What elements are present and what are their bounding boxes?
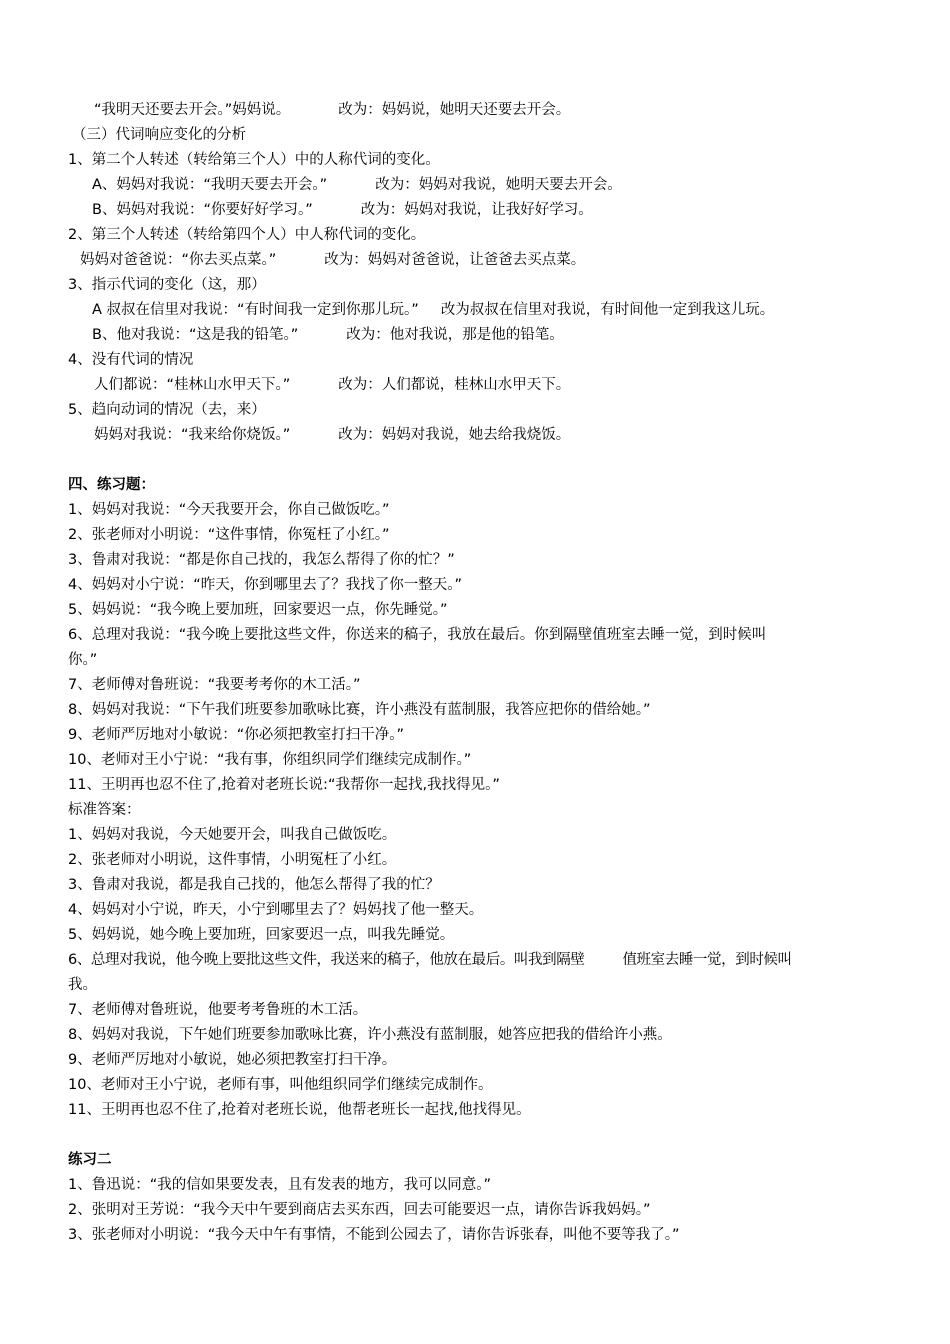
example-original: A、妈妈对我说：“我明天要去开会。” <box>92 177 328 193</box>
example-line <box>94 425 570 445</box>
example-converted: 改为：妈妈对我说，她明天要去开会。 <box>375 177 622 193</box>
example-converted: 改为：他对我说，那是他的铅笔。 <box>346 327 564 343</box>
rule-line: 5、趋向动词的情况（去，来） <box>68 402 266 418</box>
exercises-heading: 四、练习题： <box>68 477 155 493</box>
example-original: 妈妈对我说：“我来给你烧饭。” <box>94 427 291 443</box>
example-original: B、他对我说：“这是我的铅笔。” <box>92 327 299 343</box>
answer-item-continued: 我。 <box>68 977 97 993</box>
section-heading: （三）代词响应变化的分析 <box>72 127 246 143</box>
exercise-item: 2、张老师对小明说：“这件事情，你冤枉了小红。” <box>68 527 390 543</box>
answer-item-part: 值班室去睡一觉，到时候叫 <box>622 952 792 968</box>
rule-line: 1、第二个人转述（转给第三个人）中的人称代词的变化。 <box>68 152 440 168</box>
example-original: “我明天还要去开会。”妈妈说。 <box>94 102 291 118</box>
practice2-item: 1、鲁迅说：“我的信如果要发表，且有发表的地方，我可以同意。” <box>68 1177 491 1193</box>
example-line <box>92 300 774 320</box>
answer-item-part: 6、总理对我说，他今晚上要批这些文件，我送来的稿子，他放在最后。叫我到隔壁 <box>68 952 585 968</box>
exercise-item: 6、总理对我说：“我今晚上要批这些文件，你送来的稿子，我放在最后。你到隔壁值班室去睡一觉，到时候叫 <box>68 627 767 643</box>
answer-item <box>68 950 792 970</box>
example-line <box>92 200 593 220</box>
exercise-item: 11、王明再也忍不住了,抢着对老班长说:“我帮你一起找,我找得见。” <box>68 777 500 793</box>
example-original: B、妈妈对我说：“你要好好学习。” <box>92 202 313 218</box>
exercise-item: 1、妈妈对我说：“今天我要开会，你自己做饭吃。” <box>68 502 390 518</box>
answer-item: 5、妈妈说，她今晚上要加班，回家要迟一点，叫我先睡觉。 <box>68 927 455 943</box>
practice2-item: 2、张明对王芳说：“我今天中午要到商店去买东西，回去可能要迟一点，请你告诉我妈妈。” <box>68 1202 651 1218</box>
example-line <box>80 250 585 270</box>
rule-line: 3、指示代词的变化（这，那） <box>68 277 266 293</box>
example-converted: 改为：妈妈对爸爸说，让爸爸去买点菜。 <box>324 252 586 268</box>
answer-item: 8、妈妈对我说，下午她们班要参加歌咏比赛，许小燕没有蓝制服，她答应把我的借给许小燕。 <box>68 1027 672 1043</box>
exercise-item: 3、鲁肃对我说：“都是你自己找的，我怎么帮得了你的忙？” <box>68 552 455 568</box>
answer-item: 9、老师严厉地对小敏说，她必须把教室打扫干净。 <box>68 1052 397 1068</box>
answer-item: 11、王明再也忍不住了,抢着对老班长说，他帮老班长一起找,他找得见。 <box>68 1102 531 1118</box>
exercise-item-continued: 你。” <box>68 652 98 668</box>
answer-item: 3、鲁肃对我说，都是我自己找的，他怎么帮得了我的忙？ <box>68 877 440 893</box>
exercise-item: 4、妈妈对小宁说：“昨天，你到哪里去了？我找了你一整天。” <box>68 577 462 593</box>
answer-item: 1、妈妈对我说，今天她要开会，叫我自己做饭吃。 <box>68 827 397 843</box>
example-converted: 改为：妈妈对我说，让我好好学习。 <box>360 202 593 218</box>
practice2-heading: 练习二 <box>68 1152 112 1168</box>
answer-item: 10、老师对王小宁说，老师有事，叫他组织同学们继续完成制作。 <box>68 1077 493 1093</box>
example-original: A 叔叔在信里对我说：“有时间我一定到你那儿玩。” <box>92 302 419 318</box>
example-converted: 改为：妈妈对我说，她去给我烧饭。 <box>338 427 571 443</box>
example-original: 妈妈对爸爸说：“你去买点菜。” <box>80 252 277 268</box>
exercise-item: 5、妈妈说：“我今晚上要加班，回家要迟一点，你先睡觉。” <box>68 602 448 618</box>
example-line <box>92 175 622 195</box>
example-converted: 改为：妈妈说，她明天还要去开会。 <box>338 102 571 118</box>
example-line <box>94 100 570 120</box>
rule-line: 2、第三个人转述（转给第四个人）中人称代词的变化。 <box>68 227 426 243</box>
exercise-item: 8、妈妈对我说：“下午我们班要参加歌咏比赛，许小燕没有蓝制服，我答应把你的借给她。” <box>68 702 651 718</box>
answer-item: 2、张老师对小明说，这件事情，小明冤枉了小红。 <box>68 852 397 868</box>
exercise-item: 10、老师对王小宁说：“我有事，你组织同学们继续完成制作。” <box>68 752 472 768</box>
answer-item: 4、妈妈对小宁说，昨天，小宁到哪里去了？妈妈找了他一整天。 <box>68 902 484 918</box>
rule-line: 4、没有代词的情况 <box>68 352 194 368</box>
example-line <box>94 375 570 395</box>
answers-heading: 标准答案： <box>68 802 141 818</box>
example-line <box>92 325 564 345</box>
exercise-item: 9、老师严厉地对小敏说：“你必须把教室打扫干净。” <box>68 727 404 743</box>
example-converted: 改为：人们都说，桂林山水甲天下。 <box>338 377 571 393</box>
exercise-item: 7、老师傅对鲁班说：“我要考考你的木工活。” <box>68 677 361 693</box>
answer-item: 7、老师傅对鲁班说，他要考考鲁班的木工活。 <box>68 1002 368 1018</box>
example-original: 人们都说：“桂林山水甲天下。” <box>94 377 291 393</box>
example-converted: 改为叔叔在信里对我说，有时间他一定到我这儿玩。 <box>440 302 775 318</box>
practice2-item: 3、张老师对小明说：“我今天中午有事情，不能到公园去了，请你告诉张春，叫他不要等我了。” <box>68 1227 680 1243</box>
